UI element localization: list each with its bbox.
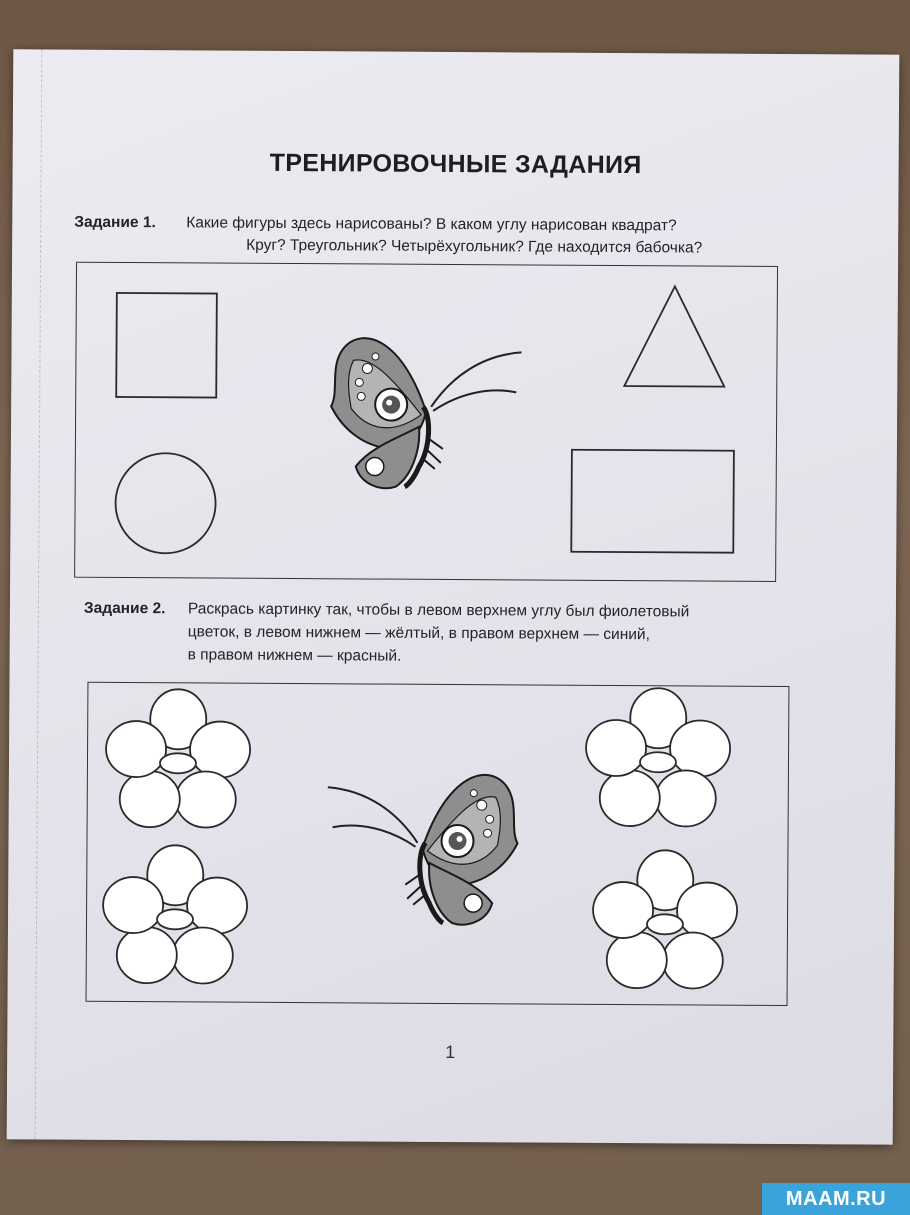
task1-line1: Какие фигуры здесь нарисованы? В каком углу нарисован квадрат? bbox=[186, 214, 677, 235]
butterfly-icon bbox=[331, 338, 522, 489]
flower-top-right bbox=[586, 688, 731, 827]
task2-figures bbox=[87, 683, 789, 1005]
task2-line3: в правом нижнем — красный. bbox=[187, 646, 402, 665]
task1-block bbox=[74, 212, 874, 265]
square-shape bbox=[116, 293, 217, 398]
task1-frame bbox=[74, 262, 778, 582]
flower-top-left bbox=[106, 689, 251, 828]
worksheet-page bbox=[7, 49, 900, 1144]
butterfly-icon-2 bbox=[327, 774, 518, 925]
task2-line1: Раскрась картинку так, чтобы в левом верхнем углу был фиолетовый bbox=[187, 600, 690, 621]
flower-bottom-left bbox=[103, 845, 248, 984]
circle-shape bbox=[115, 453, 216, 554]
task2-frame bbox=[86, 682, 790, 1006]
task2-block bbox=[84, 598, 884, 673]
page-title: ТРЕНИРОВОЧНЫЕ ЗАДАНИЯ bbox=[269, 148, 642, 180]
rectangle-shape bbox=[571, 450, 734, 553]
page-number: 1 bbox=[445, 1041, 456, 1063]
task1-label: Задание 1. bbox=[74, 213, 156, 232]
binding-edge bbox=[25, 49, 43, 1139]
task1-figures bbox=[75, 263, 777, 581]
triangle-shape bbox=[624, 286, 725, 387]
task2-line2: цветок, в левом нижнем — жёлтый, в правом верхнем — синий, bbox=[187, 623, 650, 644]
task1-line2: Круг? Треугольник? Четырёхугольник? Где находится бабочка? bbox=[246, 236, 703, 257]
flower-bottom-right bbox=[593, 850, 738, 989]
task2-label: Задание 2. bbox=[83, 599, 166, 618]
watermark-logo: MAAM.RU bbox=[762, 1183, 910, 1215]
